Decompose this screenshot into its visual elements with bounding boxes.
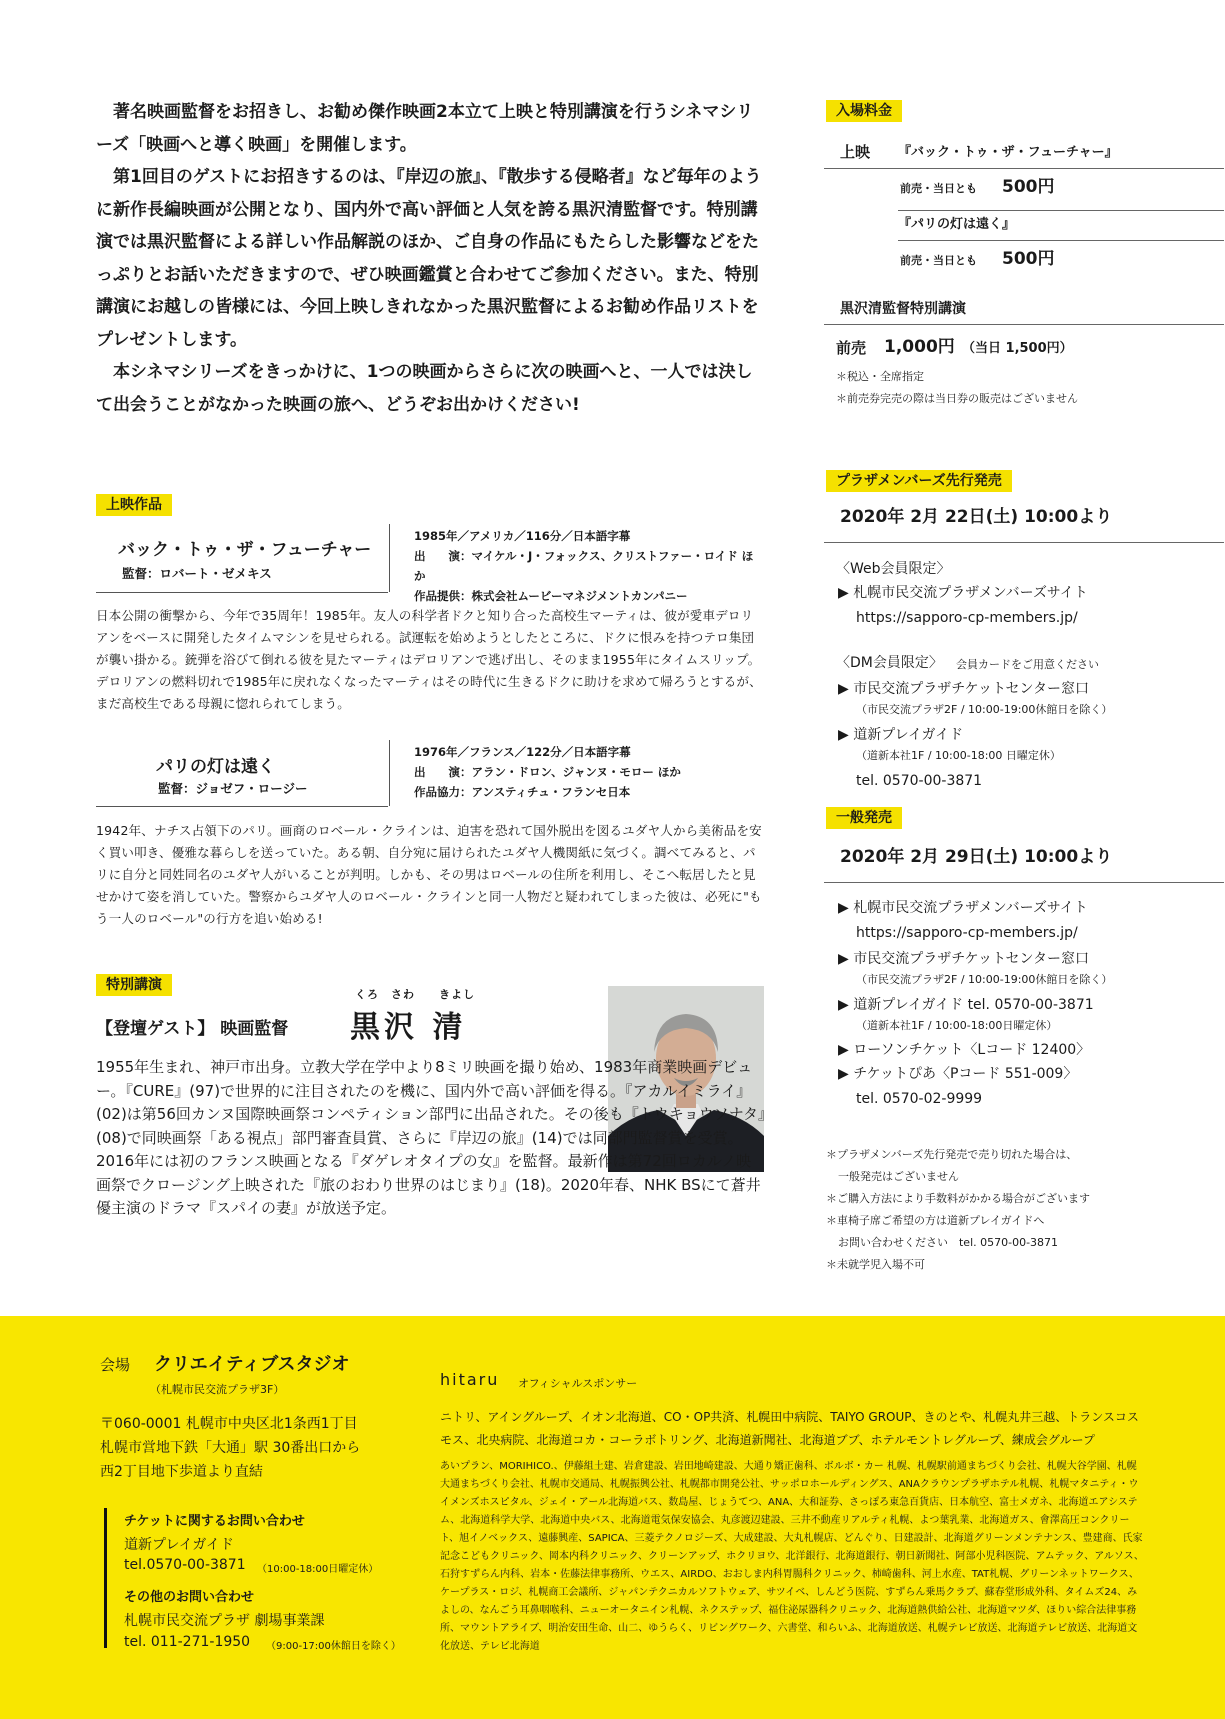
fees-screening-label: 上映 bbox=[840, 143, 871, 161]
sponsor-minor-list: あいプラン、MORIHICO.、伊藤組土建、岩倉建設、岩田地崎建設、大通り矯正歯科、ボルボ・カー 札幌、札幌駅前通まちづくり会社、札幌大谷学園、札幌大通まちづくり会社、札幌市交通局、札幌振興公社、札幌都市開発公社、サッポロホールディングス、ANAクラウンプラザホテル札幌、札幌マタニティ・ウイメンズホスピタル、ジェイ・アール北海道バス、数島屋、じょうてつ、ANA、大和証券、さっぽろ東急百貨店、日本航空、富士メガネ、北海道エアシステム、北海道科学大学、北海道中央バス、北海道電気保安協会、丸彦渡辺建設、三井不動産リアルティ札幌、よつ葉乳業、北海道ガス、會澤高圧コンクリート、旭イノベックス、遠藤興産、SAPICA、三菱テクノロジーズ、大成建設、大丸札幌店、どんぐり、日建設計、北海道グリーンメンテナンス、豊建商、氏家記念こどもクリニック、岡本内科クリニック、クリーンアップ、ホクリヨウ、北洋銀行、北海道銀行、朝日新聞社、阿部小児科医院、アムテック、アルソス、石狩すずらん内科、岩本・佐藤法律事務所、ウエス、AIRDO、おおしま内科胃腸科クリニック、柿崎歯科、河上水産、TAT札幌、グリーンネットワークス、ケープラス・ロジ、札幌商工会議所、ジャパンテクニカルソフトウェア、サツイベ、しんどう医院、すずらん乗馬クラブ、蘇春堂形成外科、タイムズ24、みよしの、なんごう耳鼻咽喉科、ニューオータニイン札幌、ネクステップ、福住泌尿器科クリニック、北海道熱供給公社、北海道マツダ、ほりい綜合法律事務所、マウントアライブ、明治安田生命、山二、ゆうらく、リビングワーク、六書堂、和らいふ、北海道放送、札幌テレビ放送、北海道テレビ放送、北海道文化放送、テレビ北海道 bbox=[440, 1461, 1144, 1652]
general-line-8: ▶ チケットぴあ〈Pコード 551-009〉 bbox=[838, 1066, 1078, 1082]
presale-date: 2020年 2月 22日(土) 10:00より bbox=[840, 507, 1113, 527]
contact-ticket-head: チケットに関するお問い合わせ bbox=[124, 1514, 305, 1529]
lecture-bio: 1955年生まれ、神戸市出身。立教大学在学中より8ミリ映画を撮り始め、1983年商業映画デビュー。『CURE』(97)で世界的に注目されたのを機に、国内外で高い評価を得る。『アカルイミライ』(02)は第56回カンヌ国際映画祭コンペティション部門に出品された。その後も『トウキョウソナタ』(08)で同映画祭「ある視点」部門審査員賞、さらに『岸辺の旅』(14)では同部門監督賞を受賞。2016年には初のフランス映画となる『ダゲレオタイプの女』を監督。最新作は第72回ロカルノ映画祭でクロージング上映された『旅のおわり世界のはじまり』(18)。2020年春、NHK BSにて蒼井優主演のドラマ『スパイの妻』が放送予定。 bbox=[96, 1058, 766, 1217]
note-3b: お問い合わせください tel. 0570-00-3871 bbox=[838, 1236, 1059, 1249]
fees-price-2: 500円 bbox=[1002, 249, 1055, 269]
film-1-info-year: 1985年／アメリカ／116分／日本語字幕 bbox=[414, 529, 631, 543]
general-rule bbox=[824, 882, 1224, 883]
venue-address-line-2: 札幌市営地下鉄「大通」駅 30番出口から bbox=[100, 1440, 361, 1456]
general-line-1: ▶ 札幌市民交流プラザメンバーズサイト bbox=[838, 900, 1088, 916]
film-2-synopsis: 1942年、ナチス占領下のパリ。画商のロベール・クラインは、迫害を恐れて国外脱出を図るユダヤ人から美術品を安く買い叩き、優雅な暮らしを送っていた。ある朝、自分宛に届けられたユダヤ人機関紙に気づく。調べてみると、パリに自分と同姓同名のユダヤ人がいることが判明。しかも、その男はロベールの住所を利用し、そこへ転居したと見せかけて姿を消していた。警察からユダヤ人のロベール・クラインと同一人物だと疑われてしまった彼は、必死に"もう一人のロベール"の行方を追い始める! bbox=[96, 823, 762, 926]
general-tag: 一般発売 bbox=[826, 807, 902, 829]
fees-price-label-1: 前売・当日とも bbox=[900, 182, 977, 195]
presale-dm-ticket-center: ▶ 市民交流プラザチケットセンター窓口 bbox=[838, 681, 1089, 697]
films-tag: 上映作品 bbox=[96, 494, 172, 516]
general-line-3: ▶ 市民交流プラザチケットセンター窓口 bbox=[838, 951, 1089, 967]
film-2-info-year: 1976年／フランス／122分／日本語字幕 bbox=[414, 745, 631, 759]
general-line-7: ▶ ローソンチケット〈Lコード 12400〉 bbox=[838, 1042, 1091, 1058]
fees-price-label-2: 前売・当日とも bbox=[900, 254, 977, 267]
venue-address bbox=[100, 1412, 360, 1484]
general-line-9: tel. 0570-02-9999 bbox=[856, 1091, 983, 1107]
presale-dm-doshin-hours: （道新本社1F / 10:00-18:00 日曜定休） bbox=[856, 749, 1061, 762]
contact-ticket-2b: （10:00-18:00日曜定休） bbox=[257, 1564, 379, 1575]
intro-paragraph-1: 著名映画監督をお招きし、お勧め傑作映画2本立て上映と特別講演を行うシネマシリーズ「映画へと導く映画」を開催します。 bbox=[96, 102, 754, 155]
fees-lecture-label: 黒沢清監督特別講演 bbox=[840, 301, 966, 317]
lecture-name-ruby: くろ さわ きよし bbox=[355, 988, 475, 1001]
fees-film-2: 『パリの灯は遠く』 bbox=[898, 217, 1016, 232]
contact-ticket-2: tel.0570-00-3871 bbox=[124, 1557, 246, 1573]
intro-paragraph-2: 第1回目のゲストにお招きするのは、『岸辺の旅』、『散歩する侵略者』など毎年のように新作長編映画が公開となり、国内外で高い評価と人気を誇る黒沢清監督です。特別講演では黒沢監督による詳しい作品解説のほか、ご自身の作品にもたらした影響などをたっぷりとお話いただきますので、ぜひ映画鑑賞と合わせてご参加ください。また、特別講演にお越しの皆様には、今回上映しきれなかった黒沢監督によるお勧め作品リストをプレゼントします。 bbox=[96, 167, 762, 350]
presale-dm-head: 〈DM会員限定〉 bbox=[836, 655, 943, 671]
fees-rule-2 bbox=[898, 210, 1224, 211]
film-2-info bbox=[414, 742, 681, 802]
intro-text bbox=[96, 96, 766, 421]
general-line-6: （道新本社1F / 10:00-18:00日曜定休） bbox=[856, 1019, 1058, 1032]
contact-other-2: tel. 011-271-1950 bbox=[124, 1634, 251, 1650]
film-1-divider bbox=[389, 524, 390, 592]
film-1-title: バック・トゥ・ザ・フューチャー bbox=[118, 540, 372, 560]
fees-door-price: （当日 1,500円） bbox=[962, 341, 1073, 356]
sponsor-label: オフィシャルスポンサー bbox=[518, 1377, 638, 1390]
sponsor-major-list: ニトリ、アイングループ、イオン北海道、CO・OP共済、札幌田中病院、TAIYO GROUP、きのとや、札幌丸井三越、トランスコスモス、北央病院、北海道コカ・コーラボトリング、北海道新聞社、北海道ブブ、ホテルモントレグループ、練成会グループ bbox=[440, 1410, 1139, 1447]
venue-label: 会場 bbox=[100, 1356, 131, 1374]
fees-rule-4 bbox=[824, 324, 1224, 325]
fees-rule-1 bbox=[824, 168, 1224, 169]
presale-dm-note: 会員カードをご用意ください bbox=[956, 658, 1099, 671]
contact-other-2b: （9:00-17:00休館日を除く） bbox=[266, 1641, 401, 1652]
film-1-director: 監督：ロバート・ゼメキス bbox=[122, 566, 272, 581]
venue-address-line-1: 〒060-0001 札幌市中央区北1条西1丁目 bbox=[100, 1416, 358, 1432]
presale-dm-doshin-tel: tel. 0570-00-3871 bbox=[856, 773, 983, 789]
presale-rule bbox=[824, 542, 1224, 543]
fees-note-2: ＊前売券完売の際は当日券の販売はございません bbox=[836, 392, 1078, 405]
lecture-guest-prefix: 【登壇ゲスト】 映画監督 bbox=[96, 1019, 289, 1039]
contact-other-head: その他のお問い合わせ bbox=[124, 1590, 255, 1605]
general-line-5: ▶ 道新プレイガイド tel. 0570-00-3871 bbox=[838, 997, 1094, 1013]
fees-rule-3 bbox=[898, 240, 1224, 241]
general-line-2[interactable]: https://sapporo-cp-members.jp/ bbox=[856, 925, 1078, 941]
general-date: 2020年 2月 29日(土) 10:00より bbox=[840, 847, 1113, 867]
film-2-title: パリの灯は遠く bbox=[156, 757, 275, 777]
film-2-divider bbox=[389, 740, 390, 806]
venue-name: クリエイティブスタジオ bbox=[154, 1354, 350, 1375]
note-3: ＊車椅子席ご希望の方は道新プレイガイドへ bbox=[826, 1214, 1045, 1227]
film-1-info bbox=[414, 526, 764, 606]
fees-price-1: 500円 bbox=[1002, 177, 1055, 197]
note-1b: 一般発売はございません bbox=[838, 1170, 959, 1183]
film-1-synopsis: 日本公開の衝撃から、今年で35周年！1985年。友人の科学者ドクと知り合った高校生マーティは、彼が愛車デロリアンをベースに開発したタイムマシンを見せられる。試運転を始めようとしたところに、ドクに恨みを持つテロ集団が襲い掛かる。銃弾を浴びて倒れる彼を見たマーティはデロリアンで逃げ出し、そのまま1955年にタイムスリップ。デロリアンの燃料切れで1985年に戻れなくなったマーティはその時代に生きるドクに助けを求めて帰ろうとするが、まだ高校生である母親に惚れられてしまう。 bbox=[96, 608, 762, 711]
film-2-info-cooperation: 作品協力：アンスティチュ・フランセ日本 bbox=[414, 785, 631, 799]
film-1-title-box bbox=[96, 524, 388, 593]
film-1-header bbox=[96, 524, 764, 603]
fees-advance-price: 1,000円 bbox=[884, 337, 955, 357]
fees-tag: 入場料金 bbox=[826, 100, 902, 122]
film-2-director: 監督：ジョゼフ・ロージー bbox=[158, 781, 308, 796]
film-1-info-cast: 出 演：マイケル・J・フォックス、クリストファー・ロイド ほか bbox=[414, 549, 754, 583]
film-1-info-provider: 作品提供：株式会社ムービーマネジメントカンパニー bbox=[414, 589, 688, 603]
contact-ticket-1: 道新プレイガイド bbox=[124, 1537, 234, 1553]
sponsor-brand-logo: hitaru bbox=[440, 1370, 500, 1389]
note-2: ＊ご購入方法により手数料がかかる場合がございます bbox=[826, 1192, 1090, 1205]
venue-address-line-3: 西2丁目地下歩道より直結 bbox=[100, 1464, 263, 1480]
venue-sub: （札幌市民交流プラザ3F） bbox=[150, 1383, 285, 1396]
fees-film-1: 『バック・トゥ・ザ・フューチャー』 bbox=[898, 145, 1118, 160]
presale-web-head: 〈Web会員限定〉 bbox=[836, 561, 951, 577]
fees-note-1: ＊税込・全席指定 bbox=[836, 370, 924, 383]
note-4: ＊未就学児入場不可 bbox=[826, 1258, 925, 1271]
note-1: ＊プラザメンバーズ先行発売で売り切れた場合は、 bbox=[826, 1148, 1078, 1161]
presale-web-url[interactable]: https://sapporo-cp-members.jp/ bbox=[856, 610, 1078, 626]
lecture-guest-name: 黒沢 清 bbox=[350, 1010, 467, 1045]
presale-dm-doshin: ▶ 道新プレイガイド bbox=[838, 727, 964, 743]
contact-bar bbox=[104, 1508, 107, 1648]
contact-other-1: 札幌市民交流プラザ 劇場事業課 bbox=[124, 1613, 325, 1629]
film-2-title-box bbox=[96, 740, 388, 807]
general-line-4: （市民交流プラザ2F / 10:00-19:00休館日を除く） bbox=[856, 973, 1113, 986]
presale-web-site: ▶ 札幌市民交流プラザメンバーズサイト bbox=[838, 585, 1088, 601]
film-2-info-cast: 出 演：アラン・ドロン、ジャンヌ・モロー ほか bbox=[414, 765, 681, 779]
fees-advance-label: 前売 bbox=[836, 339, 867, 357]
presale-dm-ticket-center-hours: （市民交流プラザ2F / 10:00-19:00休館日を除く） bbox=[856, 703, 1113, 716]
intro-paragraph-3: 本シネマシリーズをきっかけに、1つの映画からさらに次の映画へと、一人では決して出会うことがなかった映画の旅へ、どうぞお出かけください! bbox=[96, 362, 753, 415]
presale-tag: プラザメンバーズ先行発売 bbox=[826, 470, 1012, 492]
film-2-header bbox=[96, 740, 764, 810]
lecture-tag: 特別講演 bbox=[96, 974, 172, 996]
